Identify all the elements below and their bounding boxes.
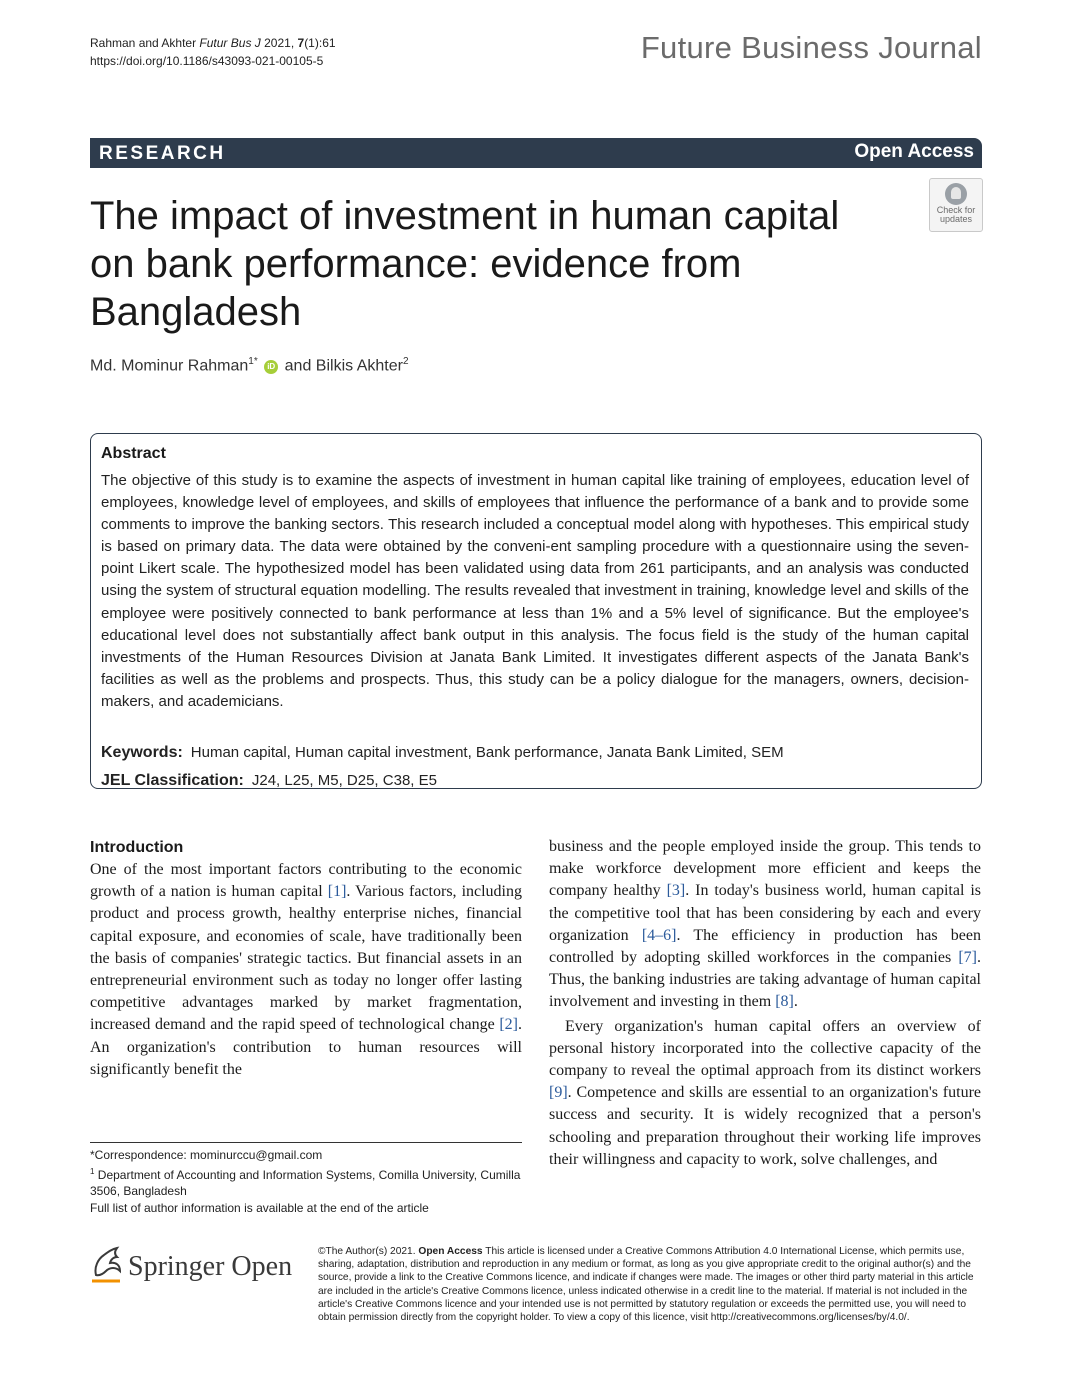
jel-label: JEL Classification: xyxy=(101,772,244,789)
abstract-box xyxy=(90,433,982,789)
article-title: The impact of investment in human capital on bank performance: evidence from Bangladesh xyxy=(90,194,840,334)
intro-text: One of the most important factors contributing to the economic growth of a nation is human capital xyxy=(90,861,522,901)
doi-link[interactable]: https://doi.org/10.1186/s43093-021-00105-5 xyxy=(90,54,324,68)
jel-line xyxy=(101,772,437,790)
publisher-name: Springer Open xyxy=(128,1251,293,1282)
footnote-divider xyxy=(90,1142,522,1143)
keywords-value: Human capital, Human capital investment, Bank performance, Janata Bank Limited, SEM xyxy=(190,744,784,761)
section-banner xyxy=(90,138,982,168)
intro-text: . xyxy=(793,993,798,1011)
check-for-updates-badge[interactable] xyxy=(929,178,983,232)
license-open-access: Open Access xyxy=(418,1246,483,1257)
license-text: This article is licensed under a Creative Commons Attribution 4.0 International License, which permits use, sharing, adaptation, distribution and reproduction in any medium or format, as long as you give appropriate credit to the original author(s) and the source, provide a link to the Creative Commons licence, and indicate if changes were made. The images or other third party material in this article are included in the article's Creative Commons licence, unless indicated otherwise in a credit line to the material. If material is not included in the article's Creative Commons licence and your intended use is not permitted by statutory regulation or exceeds the permitted use, you will need to obtain permission directly from the copyright holder. To view a copy of this licence, visit xyxy=(318,1246,974,1324)
author-connector: and xyxy=(284,357,312,375)
intro-text: business and the people employed inside the group. This tends to make workforce development more efficient and keeps the company healthy xyxy=(549,838,981,900)
springer-horse-icon xyxy=(90,1245,124,1285)
full-list-note: Full list of author information is available at the end of the article xyxy=(90,1200,429,1215)
license-end: . xyxy=(906,1312,910,1324)
intro-text: . Thus, the banking industries are taking advantage of human capital involvement and investing in them xyxy=(549,949,981,1011)
intro-paragraph-1 xyxy=(90,859,522,1081)
citation-journal: Futur Bus J xyxy=(199,36,261,50)
body-right-column xyxy=(549,836,981,1171)
correspondence-note: *Correspondence: mominurccu@gmail.com xyxy=(90,1148,323,1162)
abstract-heading: Abstract xyxy=(101,445,166,462)
intro-text: Every organization's human capital offers an overview of personal history incorporated into the collective capacity of the company to reveal the optimal approach from its distinct workers xyxy=(549,1017,981,1080)
intro-text: . Competence and skills are essential to an organization's future success and security. It is widely recognized that a person's schooling and preparation throughout their working life improves their willingness and capacity to work, solve challenges, and xyxy=(549,1084,981,1168)
author-2-affiliation: 2 xyxy=(402,356,409,367)
footnotes xyxy=(90,1147,522,1216)
affiliation-note xyxy=(90,1164,522,1200)
affiliation-text: Department of Accounting and Information Systems, Comilla University, Cumilla 3506, Bangladesh xyxy=(90,1167,521,1198)
intro-paragraph-1-cont xyxy=(549,836,981,1014)
orcid-icon[interactable]: iD xyxy=(264,360,278,374)
author-2: Bilkis Akhter xyxy=(315,357,403,375)
affiliation-number: 1 xyxy=(90,1166,95,1176)
author-1: Md. Mominur Rahman xyxy=(90,357,249,375)
updates-label: updates xyxy=(939,214,973,224)
reference-link[interactable]: [2] xyxy=(499,1016,518,1034)
keywords-line xyxy=(101,744,784,762)
jel-value: J24, L25, M5, D25, C38, E5 xyxy=(251,772,437,789)
intro-text: . The efficiency in production has been controlled by adopting skilled workforces in the companies xyxy=(549,926,981,967)
citation-year: 2021, xyxy=(264,36,295,50)
reference-link[interactable]: [3] xyxy=(666,882,686,900)
reference-link[interactable]: [8] xyxy=(775,993,794,1011)
check-for-label: Check for xyxy=(936,205,976,215)
citation-volume: 7 xyxy=(297,36,305,50)
intro-text: . Various factors, including product and process growth, healthy enterprise niches, financial capital exposure, and economies of scale, have traditionally been the basis of companies' strategic tactics. But financial assets in an entrepreneurial environment such as today no longer offer lasting competitive advantages marked by market fragmentation, increased demand and the rapid speed of technological change xyxy=(90,883,523,1034)
reference-link[interactable]: [4–6] xyxy=(641,926,677,944)
author-1-affiliation: 1* xyxy=(248,356,258,367)
intro-text: . An organization's contribution to human resources will significantly benefit the xyxy=(90,1016,522,1078)
keywords-label: Keywords: xyxy=(101,744,183,761)
introduction-heading: Introduction xyxy=(90,839,184,856)
springer-open-logo xyxy=(90,1245,300,1285)
reference-link[interactable]: [1] xyxy=(327,883,347,901)
open-access-label: Open Access xyxy=(854,141,974,162)
abstract-text: The objective of this study is to examine the aspects of investment in human capital like training of employees, education level of employees, knowledge level of employees, and skills of employees that influence the performance of a bank and to provide some comments to improve the banking sectors. This research included a conceptual model along with hypotheses. This empirical study is based on primary data. The data were obtained by the conveni-ent sampling procedure with a questionnaire using the seven-point Likert scale. The hypothesized model has been validated using data from 261 participants, and an analysis was conducted using the system of structural equation modelling. The results revealed that investment in training, knowledge level and skills of the employee were positively connected to bank performance at less than 1% and a 5% level of significance. But the employee's educational level does not substantially affect bank output in this analysis. The focus field is the study of the human capital investments of the Human Resources Division at Janata Bank Limited. It investigates different aspects of the Janata Bank's facilities as well as the problems and prospects. Thus, this study can be a policy dialogue for the managers, owners, decision-makers, and academicians. xyxy=(101,472,969,710)
citation-issue: (1):61 xyxy=(304,36,336,50)
intro-paragraph-2 xyxy=(549,1016,981,1171)
citation-authors: Rahman and Akhter xyxy=(90,36,197,50)
reference-link[interactable]: [7] xyxy=(958,949,977,967)
license-statement xyxy=(318,1245,982,1324)
license-url[interactable]: http://creativecommons.org/licenses/by/4.0/ xyxy=(710,1312,907,1324)
citation-header xyxy=(90,34,336,70)
body-left-column xyxy=(90,837,522,1081)
author-list xyxy=(90,356,409,375)
section-label: RESEARCH xyxy=(99,143,226,164)
journal-name: Future Business Journal xyxy=(640,30,982,65)
copyright-text: ©The Author(s) 2021. xyxy=(318,1246,416,1257)
intro-text: . In today's business world, human capital is the competitive tool that has been considering by each and every organization xyxy=(549,882,981,944)
bookmark-icon xyxy=(945,183,967,205)
reference-link[interactable]: [9] xyxy=(549,1084,568,1102)
